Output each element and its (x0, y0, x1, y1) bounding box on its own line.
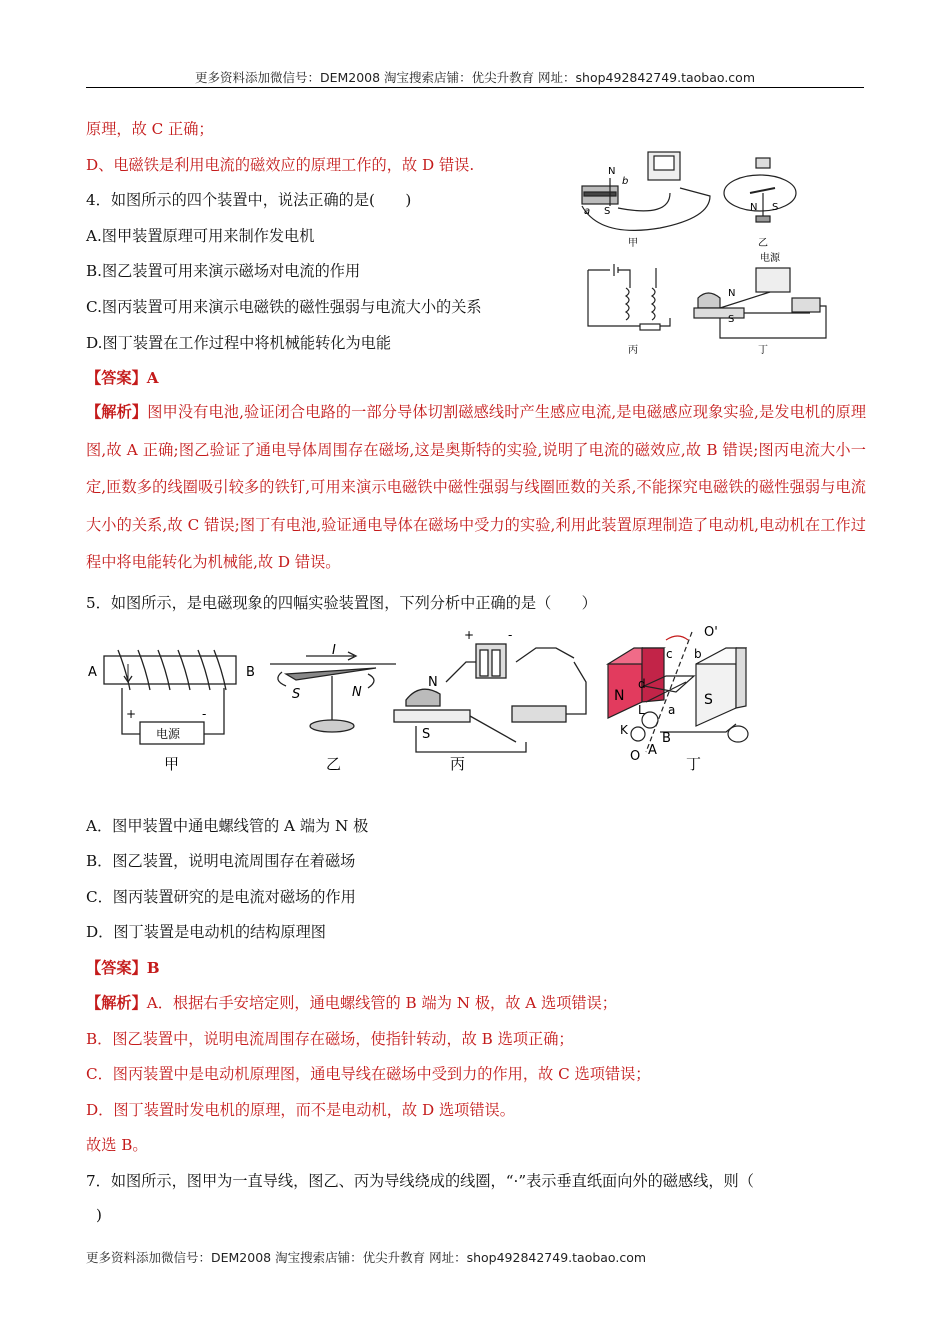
q4-fig-jia (582, 152, 710, 230)
q4-ding-power: 电源 (760, 253, 780, 264)
q5-yi-N: N (352, 685, 362, 700)
q5-analysis-label: 【解析】 (86, 994, 147, 1012)
q5-analysis-line-4: D．图丁装置时发电机的原理，而不是电动机，故 D 选项错误。 (86, 1101, 515, 1119)
q4-figure (570, 148, 840, 360)
header-rule (86, 87, 864, 88)
q5-analysis-line-3: C．图丙装置中是电动机原理图，通电导线在磁场中受到力的作用，故 C 选项错误； (86, 1065, 651, 1083)
q5-ding-B: B (662, 731, 671, 746)
prev-answer-line-1: 原理，故 C 正确； (86, 120, 214, 138)
q5-ding-A: A (648, 743, 657, 758)
q4-stem: 4．如图所示的四个装置中，说法正确的是( ) (86, 191, 412, 209)
q4-jia-S: S (604, 206, 611, 217)
q5-option-c: C．图丙装置研究的是电流对磁场的作用 (86, 888, 356, 906)
q5-yi-S: S (292, 687, 301, 702)
q5-stem: 5．如图所示，是电磁现象的四幅实验装置图，下列分析中正确的是（ ） (86, 594, 597, 612)
q5-conclusion: 故选 B。 (86, 1136, 148, 1154)
q4-answer: 【答案】A (86, 369, 159, 387)
q4-ding-S: S (728, 314, 735, 325)
q5-analysis-1 (86, 992, 617, 1013)
q5-ding-label: 丁 (686, 755, 702, 773)
q5-bing-minus: - (508, 628, 513, 642)
q5-jia-power: 电源 (156, 727, 181, 741)
q5-jia-A: A (88, 665, 97, 680)
q5-option-d: D．图丁装置是电动机的结构原理图 (86, 923, 326, 941)
q5-yi-label: 乙 (326, 755, 342, 773)
q7-stem-cont: ) (96, 1206, 102, 1224)
q5-option-a: A．图甲装置中通电螺线管的 A 端为 N 极 (86, 817, 369, 835)
q5-yi-I: I (332, 643, 336, 658)
q5-ding-S: S (704, 692, 713, 708)
q4-jia-a: a (584, 206, 591, 217)
q4-yi-S: S (772, 202, 779, 213)
q5-bing-N: N (428, 675, 438, 690)
q5-analysis-line-2: B．图乙装置中，说明电流周围存在磁场，使指针转动，故 B 选项正确； (86, 1030, 574, 1048)
prev-answer-line-2: D、电磁铁是利用电流的磁效应的原理工作的，故 D 错误. (86, 156, 475, 174)
q5-analysis-line-1: A．根据右手安培定则，通电螺线管的 B 端为 N 极，故 A 选项错误； (146, 994, 617, 1012)
q4-analysis (86, 394, 866, 582)
q5-bing-plus: + (464, 628, 475, 642)
q5-ding-K: K (620, 723, 628, 737)
q5-figure (86, 622, 776, 780)
q5-ding-a: a (668, 703, 676, 717)
q5-jia-label: 甲 (164, 755, 180, 773)
q4-analysis-label: 【解析】 (86, 403, 148, 421)
q4-bing-label: 丙 (628, 345, 638, 356)
q5-option-b: B．图乙装置，说明电流周围存在着磁场 (86, 852, 356, 870)
q4-fig-yi (724, 158, 796, 222)
q4-fig-ding (694, 268, 826, 338)
q5-ding-b: b (694, 647, 702, 661)
q4-option-b: B.图乙装置可用来演示磁场对电流的作用 (86, 262, 361, 280)
q4-option-d: D.图丁装置在工作过程中将机械能转化为电能 (86, 334, 392, 352)
q4-option-a: A.图甲装置原理可用来制作发电机 (86, 227, 315, 245)
q5-jia-plus: + (126, 707, 137, 721)
q5-jia-B: B (246, 665, 255, 680)
q5-ding-c: c (666, 647, 673, 661)
q4-ding-label: 丁 (758, 345, 768, 356)
q5-answer: 【答案】B (86, 959, 160, 977)
q4-jia-N: N (608, 166, 616, 177)
q4-option-c: C.图丙装置可用来演示电磁铁的磁性强弱与电流大小的关系 (86, 298, 482, 316)
q4-jia-b: b (622, 176, 629, 187)
q5-fig-yi (270, 652, 396, 732)
q5-ding-L: L (638, 703, 645, 717)
q5-bing-label: 丙 (450, 755, 466, 773)
q5-ding-N: N (614, 688, 625, 704)
q4-analysis-text: 图甲没有电池,验证闭合电路的一部分导体切割磁感线时产生感应电流,是电磁感应现象实验,是发电机的原理图,故 A 正确;图乙验证了通电导体周围存在磁场,这是奥斯特的实验,说明了电流的磁效应,故 B 错误;图丙电流大小一定,匝数多的线圈吸引较多的铁钉,可用来演示电磁铁中磁性强弱与线圈匝数的关系,不能探究电磁铁的磁性强弱与电流大小的关系,故 C 错误;图丁有电池,验证通电导体在磁场中受力的实验,利用此装置原理制造了电动机,电动机在工作过程中将电能转化为机械能,故 D 错误。 (86, 403, 867, 571)
page-header: 更多资料添加微信号：DEM2008 淘宝搜索店铺：优尖升教育 网址：shop492842749.taobao.com (194, 70, 756, 85)
page-footer: 更多资料添加微信号：DEM2008 淘宝搜索店铺：优尖升教育 网址：shop492842749.taobao.com (86, 1250, 647, 1265)
q5-jia-minus: - (202, 707, 207, 721)
q4-jia-label: 甲 (628, 238, 638, 249)
q5-ding-Otop: O' (704, 625, 718, 640)
q5-ding-O: O (630, 749, 641, 764)
q4-yi-label: 乙 (758, 238, 768, 249)
q5-fig-ding (608, 632, 748, 752)
q4-fig-bing (588, 264, 670, 330)
q4-ding-N: N (728, 288, 736, 299)
q5-ding-d: d (638, 677, 646, 691)
q5-bing-S: S (422, 727, 431, 742)
q4-yi-N: N (750, 202, 758, 213)
q7-stem: 7．如图所示，图甲为一直导线，图乙、丙为导线绕成的线圈，“·”表示垂直纸面向外的磁感线，则（ (86, 1172, 754, 1190)
